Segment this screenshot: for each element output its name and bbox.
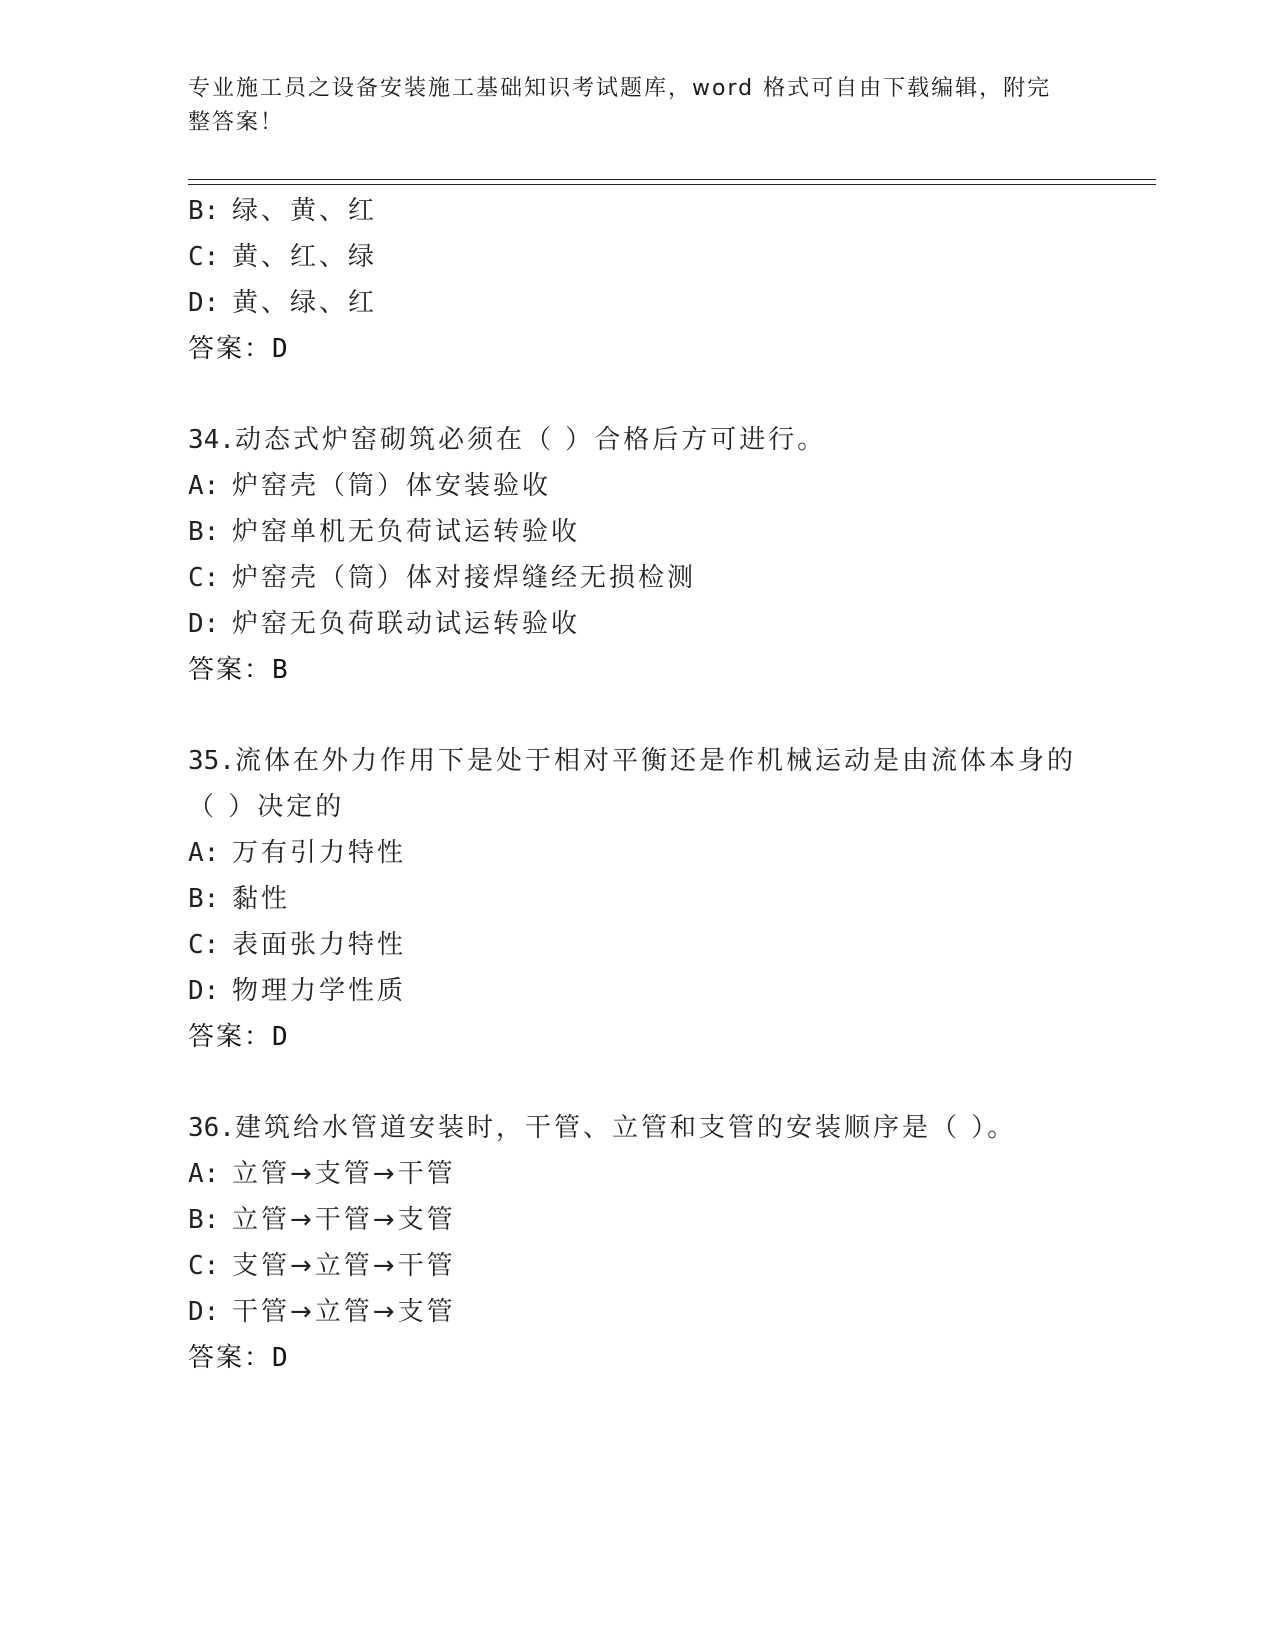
answer-label: 答案： (188, 1343, 273, 1373)
option-letter: A: (188, 1159, 220, 1189)
option-text: 干管→立管→支管 (232, 1297, 456, 1327)
option-letter: C: (188, 563, 220, 593)
option-text: 炉窑单机无负荷试运转验收 (232, 517, 581, 547)
answer-line (188, 326, 1088, 372)
option-letter: B: (188, 196, 220, 226)
option-letter: D: (188, 609, 220, 639)
answer-value: D (272, 1022, 289, 1052)
question-35 (188, 738, 1078, 830)
page-header: 专业施工员之设备安装施工基础知识考试题库，word 格式可自由下载编辑，附完整答案！ (188, 76, 1052, 135)
option-a (188, 1151, 1088, 1197)
option-text: 黏性 (232, 884, 291, 914)
option-d (188, 280, 1088, 326)
option-letter: C: (188, 242, 220, 272)
question-number: 34. (188, 425, 235, 455)
answer-label: 答案： (188, 334, 273, 364)
question-36 (188, 1105, 1088, 1151)
option-c (188, 1243, 1088, 1289)
header-divider (188, 184, 1156, 185)
answer-line (188, 1014, 1088, 1060)
question-number: 36. (188, 1113, 235, 1143)
option-text: 立管→支管→干管 (232, 1159, 456, 1189)
option-text: 绿、黄、红 (232, 196, 378, 226)
answer-value: D (272, 1343, 289, 1373)
answer-line (188, 647, 1088, 693)
option-text: 物理力学性质 (232, 976, 407, 1006)
option-letter: C: (188, 1251, 220, 1281)
option-d (188, 968, 1088, 1014)
option-a (188, 463, 1088, 509)
option-text: 炉窑无负荷联动试运转验收 (232, 609, 581, 639)
question-content (188, 188, 1088, 1381)
answer-value: D (272, 334, 289, 364)
option-text: 表面张力特性 (232, 930, 407, 960)
option-d (188, 601, 1088, 647)
option-text: 黄、绿、红 (232, 288, 378, 318)
option-letter: D: (188, 288, 220, 318)
option-a (188, 830, 1088, 876)
option-b (188, 188, 1088, 234)
option-letter: A: (188, 471, 220, 501)
option-letter: B: (188, 517, 220, 547)
option-letter: C: (188, 930, 220, 960)
option-letter: D: (188, 1297, 220, 1327)
option-text: 万有引力特性 (232, 838, 407, 868)
answer-line (188, 1335, 1088, 1381)
question-34 (188, 417, 1088, 463)
option-text: 立管→干管→支管 (232, 1205, 456, 1235)
question-text: 动态式炉窑砌筑必须在（ ）合格后方可进行。 (234, 425, 827, 455)
question-text: 建筑给水管道安装时，干管、立管和支管的安装顺序是（ ）。 (234, 1113, 1017, 1143)
option-text: 支管→立管→干管 (232, 1251, 456, 1281)
option-text: 炉窑壳（筒）体对接焊缝经无损检测 (232, 563, 697, 593)
answer-label: 答案： (188, 655, 273, 685)
answer-value: B (272, 655, 289, 685)
option-letter: A: (188, 838, 220, 868)
option-letter: B: (188, 884, 220, 914)
option-b (188, 876, 1088, 922)
option-c (188, 922, 1088, 968)
option-text: 炉窑壳（筒）体安装验收 (232, 471, 552, 501)
question-text: 流体在外力作用下是处于相对平衡还是作机械运动是由流体本身的（ ）决定的 (188, 746, 1076, 822)
option-letter: D: (188, 976, 220, 1006)
option-d (188, 1289, 1088, 1335)
option-letter: B: (188, 1205, 220, 1235)
question-number: 35. (188, 746, 235, 776)
option-b (188, 1197, 1088, 1243)
answer-label: 答案： (188, 1022, 273, 1052)
option-text: 黄、红、绿 (232, 242, 378, 272)
header-divider (188, 179, 1156, 180)
option-c (188, 234, 1088, 280)
option-c (188, 555, 1088, 601)
option-b (188, 509, 1088, 555)
